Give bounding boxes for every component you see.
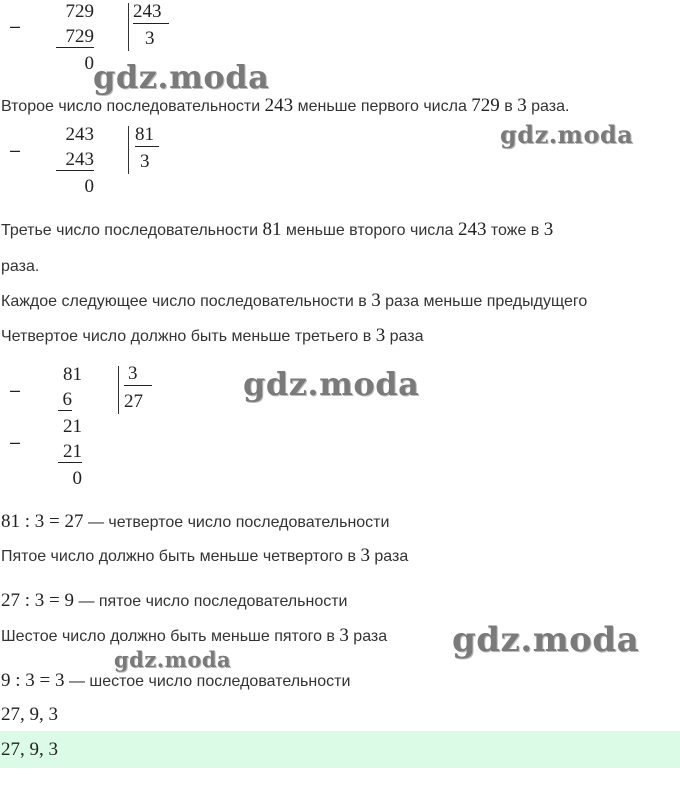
dividend: 729: [65, 1, 94, 22]
equation-2: 27 : 3 = 9 — пятое число последовательности: [1, 590, 348, 611]
result-line: 27, 9, 3: [1, 704, 58, 725]
remainder: 0: [84, 176, 94, 197]
equation-3: 9 : 3 = 3 — шестое число последовательности: [1, 670, 351, 691]
subtrahend-2: 21: [58, 442, 82, 463]
minus-sign: –: [10, 432, 21, 452]
subtrahend: 243: [56, 150, 94, 171]
watermark: gdz.moda: [500, 120, 634, 149]
text-line-2b: раза.: [1, 258, 40, 275]
text-line-5: Пятое число должно быть меньше четвертого в 3 раза: [1, 545, 409, 566]
subtrahend-1: 6: [58, 390, 72, 411]
text-line-4: Четвертое число должно быть меньше третьего в 3 раза: [1, 325, 424, 346]
divisor: 243: [133, 1, 169, 24]
text-line-3: Каждое следующее число последовательности в 3 раза меньше предыдущего: [1, 290, 588, 311]
divisor: 3: [124, 363, 152, 386]
watermark: gdz.moda: [243, 365, 420, 403]
equation-1: 81 : 3 = 27 — четвертое число последовательности: [1, 511, 390, 532]
dividend: 81: [63, 364, 82, 385]
quotient: 3: [145, 28, 155, 49]
dividend: 243: [65, 124, 94, 145]
watermark: gdz.moda: [452, 620, 640, 660]
remainder: 0: [84, 53, 94, 74]
division-bar: [128, 126, 129, 174]
answer-box: [0, 731, 680, 768]
subtrahend: 729: [56, 27, 94, 48]
text-line-1: Второе число последовательности 243 меньше первого числа 729 в 3 раза.: [1, 95, 570, 116]
minus-sign: –: [10, 140, 21, 160]
quotient: 27: [124, 391, 143, 412]
division-bar: [128, 3, 129, 51]
quotient: 3: [140, 151, 150, 172]
minus-sign: –: [10, 380, 21, 400]
watermark: gdz.moda: [114, 647, 232, 672]
divisor: 81: [135, 124, 159, 147]
minus-sign: –: [10, 16, 21, 36]
partial-dividend: 21: [63, 416, 82, 437]
remainder: 0: [72, 468, 82, 489]
watermark: gdz.moda: [93, 58, 270, 96]
text-line-6: Шестое число должно быть меньше пятого в 3 раза: [1, 625, 388, 646]
answer-value: 27, 9, 3: [1, 739, 58, 760]
text-line-2: Третье число последовательности 81 меньше второго числа 243 тоже в 3: [1, 219, 554, 240]
division-bar: [118, 366, 119, 414]
